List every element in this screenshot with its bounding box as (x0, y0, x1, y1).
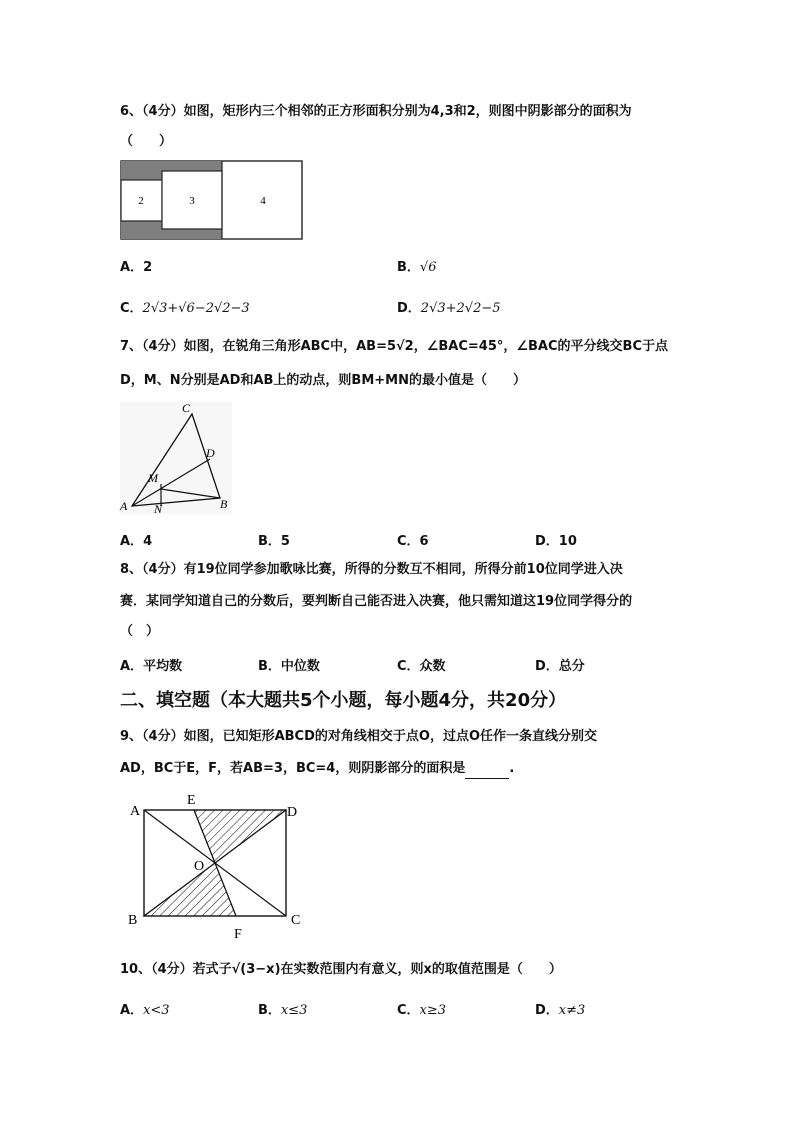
shaded-region (162, 161, 222, 171)
q7-option-a[interactable]: A．4 (120, 534, 153, 549)
q7-figure (116, 398, 236, 516)
q10-option-b[interactable]: B．x≤3 (258, 1003, 308, 1018)
q8-option-d[interactable]: D．总分 (535, 659, 585, 674)
q6-option-c[interactable]: C．2√3+√6−2√2−3 (120, 301, 250, 316)
q9-stem-line1: 9、（4分）如图，已知矩形ABCD的对角线相交于点O，过点O任作一条直线分别交 (120, 729, 597, 744)
label-c: C (182, 401, 191, 415)
q8-option-a[interactable]: A．平均数 (120, 659, 183, 674)
label-4: 4 (260, 195, 266, 207)
label-m: M (148, 471, 158, 485)
q6-option-a[interactable]: A．2 (120, 260, 153, 275)
label-o: O (194, 859, 205, 874)
label-e: E (187, 793, 196, 808)
q8-stem-line3: （ ） (120, 624, 160, 639)
q10-option-c[interactable]: C．x≥3 (397, 1003, 447, 1018)
q8-option-c[interactable]: C．众数 (397, 659, 446, 674)
q8-option-b[interactable]: B．中位数 (258, 659, 320, 674)
q7-stem-line1: 7、（4分）如图，在锐角三角形ABC中，AB=5√2，∠BAC=45°，∠BAC的平分线交BC于点 (120, 339, 668, 354)
q8-stem-line1: 8、（4分）有19位同学参加歌咏比赛，所得的分数互不相同，所得分前10位同学进入决 (120, 562, 623, 577)
label-f: F (234, 927, 242, 942)
q6-figure (118, 158, 306, 242)
label-a: A (130, 804, 141, 819)
q7-option-b[interactable]: B．5 (258, 534, 290, 549)
q7-option-d[interactable]: D．10 (535, 534, 577, 549)
q6-stem-line2: （ ） (120, 134, 173, 149)
label-n: N (154, 502, 163, 516)
shaded-triangle-eod (194, 810, 286, 863)
label-d: D (206, 446, 215, 460)
q6-option-b[interactable]: B．√6 (397, 260, 437, 275)
label-b: B (128, 913, 138, 928)
q8-stem-line2: 赛．某同学知道自己的分数后，要判断自己能否进入决赛，他只需知道这19位同学得分的 (120, 594, 633, 609)
label-a: A (120, 499, 128, 513)
label-d: D (287, 805, 298, 820)
shaded-region (121, 161, 162, 180)
q10-stem-line1: 10、（4分）若式子√(3−x)在实数范围内有意义，则x的取值范围是（ ） (120, 962, 562, 977)
section-heading: 二、填空题（本大题共5个小题，每小题4分，共20分） (120, 690, 567, 711)
shaded-region (121, 221, 162, 239)
answer-blank[interactable] (465, 760, 509, 779)
q7-stem-line2: D，M、N分别是AD和AB上的动点，则BM+MN的最小值是（ ） (120, 373, 526, 388)
q9-stem-line2: AD，BC于E，F，若AB=3，BC=4，则阴影部分的面积是 . (120, 760, 514, 779)
q10-option-a[interactable]: A．x<3 (120, 1003, 170, 1018)
label-3: 3 (189, 195, 195, 207)
label-b: B (220, 497, 228, 511)
q10-option-d[interactable]: D．x≠3 (535, 1003, 586, 1018)
q6-option-d[interactable]: D．2√3+2√2−5 (397, 301, 501, 316)
shaded-region (162, 229, 222, 239)
q7-option-c[interactable]: C．6 (397, 534, 429, 549)
shaded-triangle-fob (144, 863, 236, 916)
label-c: C (291, 913, 301, 928)
label-2: 2 (138, 195, 144, 207)
q9-figure (126, 788, 312, 944)
q6-stem-line1: 6、（4分）如图，矩形内三个相邻的正方形面积分别为4,3和2，则图中阴影部分的面积为 (120, 104, 632, 119)
